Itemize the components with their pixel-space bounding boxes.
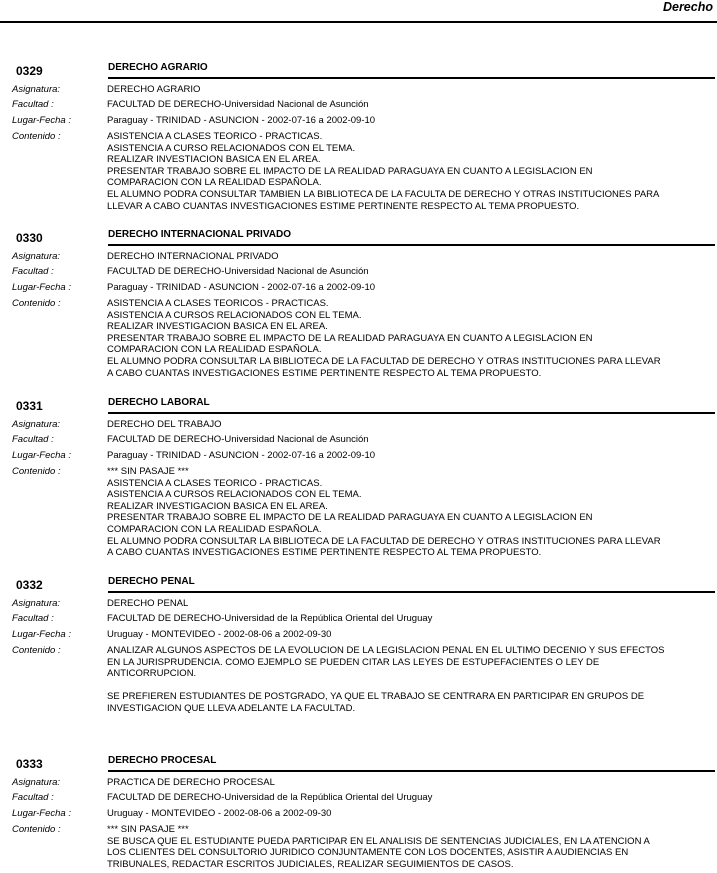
lugar-fecha-label: Lugar-Fecha : bbox=[12, 282, 71, 293]
contenido-line: ANALIZAR ALGUNOS ASPECTOS DE LA EVOLUCION DE LA LEGISLACION PENAL EN EL ULTIMO DECENIO Y SUS EFECTOS bbox=[107, 645, 665, 656]
entry-number: 0332 bbox=[16, 578, 43, 592]
lugar-fecha-value: Uruguay - MONTEVIDEO - 2002-08-06 a 2002-09-30 bbox=[107, 629, 332, 640]
contenido-line: ASISTENCIA A CURSO RELACIONADOS CON EL TEMA. bbox=[107, 142, 356, 154]
entry-title: DERECHO LABORAL bbox=[108, 397, 210, 408]
contenido-line: REALIZAR INVESTIGACION BASICA EN EL AREA. bbox=[107, 500, 328, 512]
facultad-label: Facultad : bbox=[12, 99, 54, 110]
entry-title: DERECHO PENAL bbox=[108, 576, 195, 587]
contenido-line: *** SIN PASAJE *** bbox=[107, 466, 189, 477]
facultad-label: Facultad : bbox=[12, 613, 54, 624]
contenido-value bbox=[107, 824, 713, 870]
contenido-line: REALIZAR INVESTIACION BASICA EN EL AREA. bbox=[107, 154, 321, 166]
contenido-value bbox=[107, 466, 713, 559]
asignatura-label: Asignatura: bbox=[12, 84, 61, 95]
lugar-fecha-label: Lugar-Fecha : bbox=[12, 629, 71, 640]
entry-divider bbox=[108, 770, 715, 772]
lugar-fecha-label: Lugar-Fecha : bbox=[12, 450, 71, 461]
contenido-line: SE BUSCA QUE EL ESTUDIANTE PUEDA PARTICIPAR EN EL ANALISIS DE SENTENCIAS JUDICIALES, EN LA ATENCION A bbox=[107, 835, 650, 847]
facultad-value: FACULTAD DE DERECHO-Universidad de la República Oriental del Uruguay bbox=[107, 613, 433, 624]
entry-number: 0333 bbox=[16, 757, 43, 771]
entry-title: DERECHO INTERNACIONAL PRIVADO bbox=[108, 229, 291, 240]
asignatura-value: DERECHO INTERNACIONAL PRIVADO bbox=[107, 251, 279, 262]
contenido-line: A CABO CUANTAS INVESTIGACIONES ESTIME PERTINENTE RESPECTO AL TEMA PROPUESTO. bbox=[107, 367, 542, 379]
contenido-line: COMPARACION CON LA REALIDAD ESPAÑOLA. bbox=[107, 344, 322, 356]
contenido-value bbox=[107, 645, 713, 715]
contenido-line bbox=[107, 680, 713, 692]
contenido-line: EL ALUMNO PODRA CONSULTAR LA BIBLIOTECA DE LA FACULTAD DE DERECHO Y OTRAS INSTITUCIONES PARA LLEVAR bbox=[107, 355, 661, 367]
asignatura-value: DERECHO PENAL bbox=[107, 598, 189, 609]
lugar-fecha-value: Uruguay - MONTEVIDEO - 2002-08-06 a 2002-09-30 bbox=[107, 808, 332, 819]
contenido-line: *** SIN PASAJE *** bbox=[107, 824, 189, 835]
entry-title: DERECHO PROCESAL bbox=[108, 755, 217, 766]
contenido-line: ASISTENCIA A CLASES TEORICO - PRACTICAS. bbox=[107, 131, 323, 142]
lugar-fecha-value: Paraguay - TRINIDAD - ASUNCION - 2002-07-16 a 2002-09-10 bbox=[107, 115, 376, 126]
contenido-line: EL ALUMNO PODRA CONSULTAR LA BIBLIOTECA DE LA FACULTAD DE DERECHO Y OTRAS INSTITUCIONES PARA LLEVAR bbox=[107, 535, 661, 547]
contenido-line: PRESENTAR TRABAJO SOBRE EL IMPACTO DE LA REALIDAD PARAGUAYA EN CUANTO A LEGISLACION EN bbox=[107, 332, 593, 344]
contenido-line: ASISTENCIA A CURSOS RELACIONADOS CON EL TEMA. bbox=[107, 309, 362, 321]
entry-number: 0330 bbox=[16, 231, 43, 245]
contenido-line: PRESENTAR TRABAJO SOBRE EL IMPACTO DE LA REALIDAD PARAGUAYA EN CUANTO A LEGISLACION EN bbox=[107, 165, 593, 177]
contenido-line: A CABO CUANTAS INVESTIGACIONES ESTIME PERTINENTE RESPECTO AL TEMA PROPUESTO. bbox=[107, 547, 542, 559]
contenido-line: LOS CLIENTES DEL CONSULTORIO JURIDICO CONJUNTAMENTE CON LOS DOCENTES, ASISTIR A AUDIENCIAS EN bbox=[107, 847, 629, 859]
entry-divider bbox=[108, 77, 715, 79]
contenido-line: LLEVAR A CABO CUANTAS INVESTIGACIONES ESTIME PERTINENTE RESPECTO AL TEMA PROPUESTO. bbox=[107, 200, 580, 212]
facultad-value: FACULTAD DE DERECHO-Universidad de la República Oriental del Uruguay bbox=[107, 792, 433, 803]
contenido-line: COMPARACION CON LA REALIDAD ESPAÑOLA. bbox=[107, 177, 322, 189]
contenido-line: ASISTENCIA A CLASES TEORICOS - PRACTICAS. bbox=[107, 298, 329, 309]
contenido-line: EN LA JURISPRUDENCIA. COMO EJEMPLO SE PUEDEN CITAR LAS LEYES DE ESTUPEFACIENTES O LEY DE bbox=[107, 656, 600, 668]
asignatura-label: Asignatura: bbox=[12, 598, 61, 609]
page-section-title: Derecho bbox=[662, 0, 713, 14]
facultad-label: Facultad : bbox=[12, 434, 54, 445]
contenido-line: REALIZAR INVESTIGACION BASICA EN EL AREA. bbox=[107, 321, 328, 333]
asignatura-value: DERECHO AGRARIO bbox=[107, 84, 201, 95]
contenido-value bbox=[107, 131, 713, 212]
facultad-value: FACULTAD DE DERECHO-Universidad Nacional de Asunción bbox=[107, 99, 369, 110]
entry-number: 0331 bbox=[16, 399, 43, 413]
facultad-value: FACULTAD DE DERECHO-Universidad Nacional de Asunción bbox=[107, 266, 369, 277]
contenido-label: Contenido : bbox=[12, 298, 61, 309]
contenido-line: EL ALUMNO PODRA CONSULTAR TAMBIEN LA BIBLIOTECA DE LA FACULTA DE DERECHO Y OTRAS INSTITUCIONES PARA bbox=[107, 188, 660, 200]
entry-title: DERECHO AGRARIO bbox=[108, 62, 208, 73]
contenido-label: Contenido : bbox=[12, 645, 61, 656]
facultad-label: Facultad : bbox=[12, 792, 54, 803]
contenido-line: COMPARACION CON LA REALIDAD ESPAÑOLA. bbox=[107, 523, 322, 535]
contenido-value bbox=[107, 298, 713, 379]
contenido-label: Contenido : bbox=[12, 131, 61, 142]
lugar-fecha-label: Lugar-Fecha : bbox=[12, 115, 71, 126]
facultad-value: FACULTAD DE DERECHO-Universidad Nacional de Asunción bbox=[107, 434, 369, 445]
asignatura-label: Asignatura: bbox=[12, 419, 61, 430]
contenido-label: Contenido : bbox=[12, 466, 61, 477]
header-divider bbox=[0, 21, 717, 23]
contenido-line: ANTICORRUPCION. bbox=[107, 668, 197, 680]
contenido-line: INVESTIGACION QUE LLEVA ADELANTE LA FACULTAD. bbox=[107, 702, 356, 714]
entry-divider bbox=[108, 244, 715, 246]
contenido-line: SE PREFIEREN ESTUDIANTES DE POSTGRADO, YA QUE EL TRABAJO SE CENTRARA EN PARTICIPAR EN GRUPOS DE bbox=[107, 691, 645, 703]
contenido-label: Contenido : bbox=[12, 824, 61, 835]
facultad-label: Facultad : bbox=[12, 266, 54, 277]
contenido-line: ASISTENCIA A CLASES TEORICO - PRACTICAS. bbox=[107, 477, 323, 489]
contenido-line: PRESENTAR TRABAJO SOBRE EL IMPACTO DE LA REALIDAD PARAGUAYA EN CUANTO A LEGISLACION EN bbox=[107, 512, 593, 524]
entry-number: 0329 bbox=[16, 64, 43, 78]
asignatura-label: Asignatura: bbox=[12, 777, 61, 788]
lugar-fecha-label: Lugar-Fecha : bbox=[12, 808, 71, 819]
entry-divider bbox=[108, 591, 715, 593]
contenido-line: TRIBUNALES, REDACTAR ESCRITOS JUDICIALES, REALIZAR SEGUIMIENTOS DE CASOS. bbox=[107, 858, 514, 870]
contenido-line: ASISTENCIA A CURSOS RELACIONADOS CON EL TEMA. bbox=[107, 489, 362, 501]
asignatura-value: PRACTICA DE DERECHO PROCESAL bbox=[107, 777, 275, 788]
asignatura-value: DERECHO DEL TRABAJO bbox=[107, 419, 222, 430]
entry-divider bbox=[108, 412, 715, 414]
lugar-fecha-value: Paraguay - TRINIDAD - ASUNCION - 2002-07-16 a 2002-09-10 bbox=[107, 282, 376, 293]
lugar-fecha-value: Paraguay - TRINIDAD - ASUNCION - 2002-07-16 a 2002-09-10 bbox=[107, 450, 376, 461]
asignatura-label: Asignatura: bbox=[12, 251, 61, 262]
